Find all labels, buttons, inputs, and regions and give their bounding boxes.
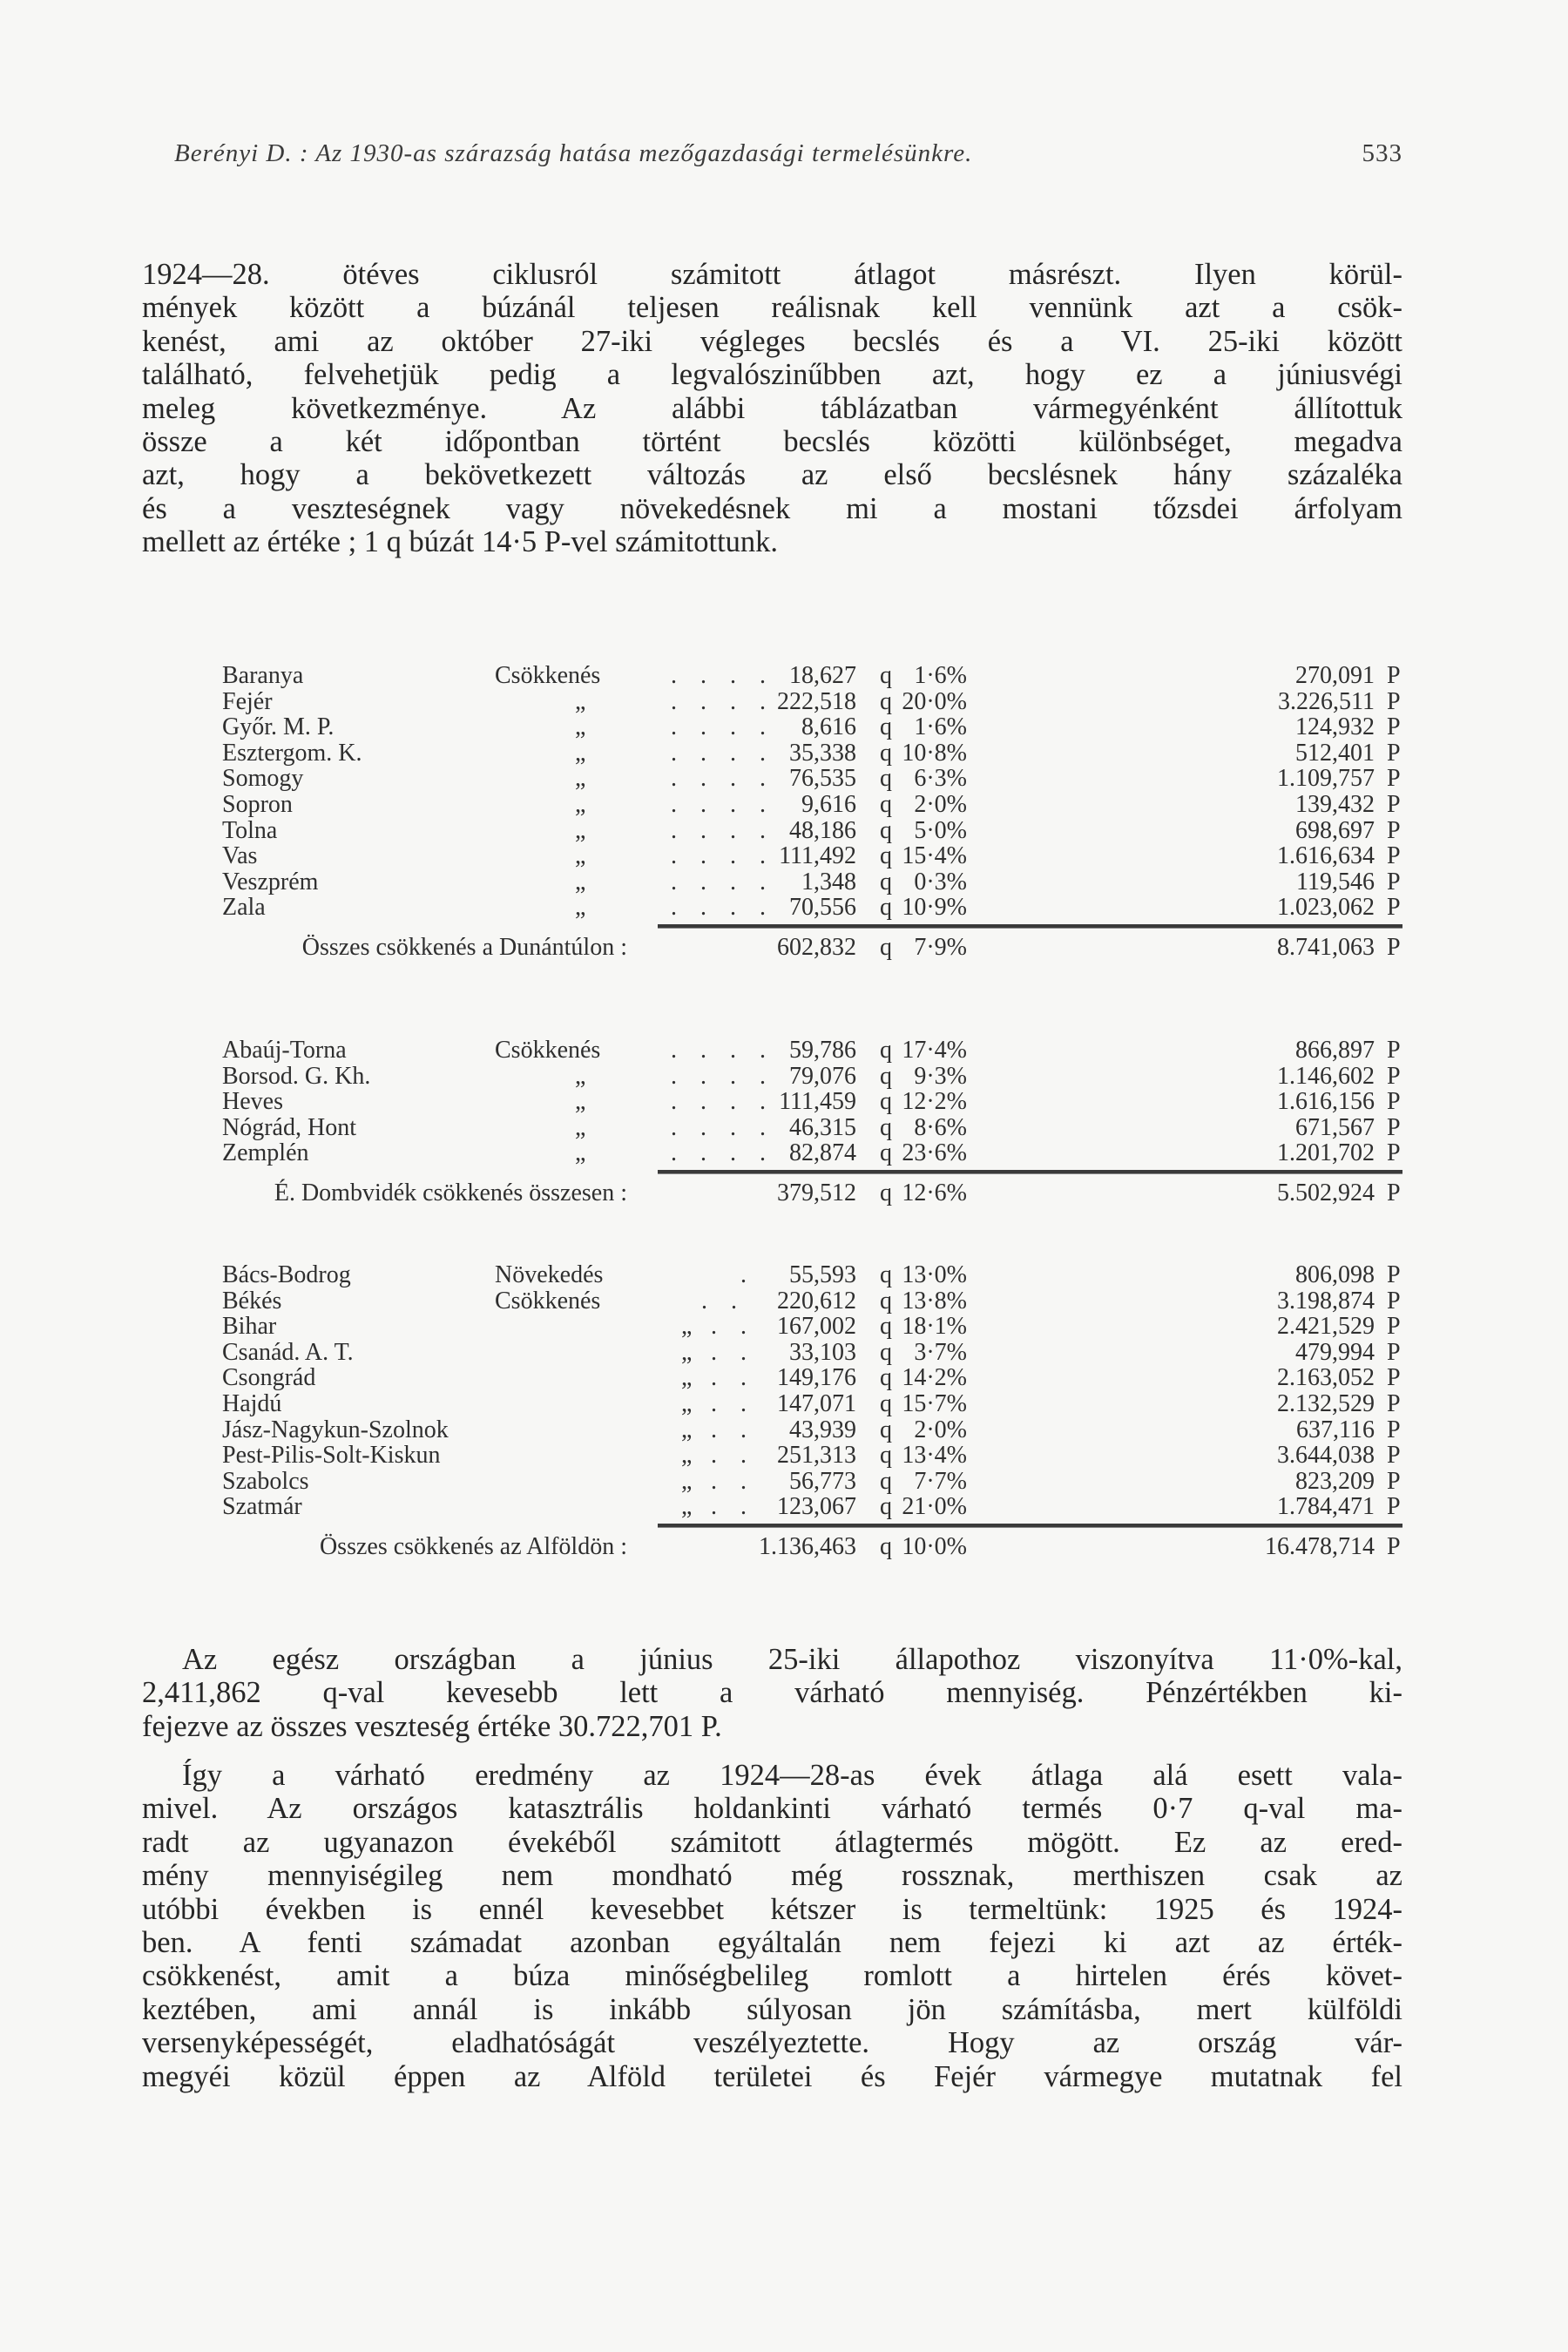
percent: 23·6%	[902, 1139, 967, 1167]
value: 3.198,874	[1277, 1287, 1375, 1315]
unit-q: q	[880, 1467, 892, 1495]
county-name: Bács-Bodrog	[222, 1261, 351, 1288]
text-line: 2,411,862 q-val kevesebb lett a várható mennyiség. Pénzértékben ki-	[142, 1676, 1402, 1710]
total-quantity: 602,832	[777, 934, 856, 961]
change-type: „	[575, 868, 586, 896]
leader-dots: . . . .	[671, 687, 774, 715]
unit-p: P	[1387, 1313, 1401, 1341]
text-line: és a veszteségnek vagy növekedésnek mi a mostani tőzsdei árfolyam	[142, 491, 1402, 525]
change-type: „	[575, 739, 586, 767]
total-rule	[658, 1170, 1402, 1174]
quantity: 55,593	[789, 1261, 856, 1288]
paragraph-intro	[142, 258, 1402, 559]
leader-dots: . .	[711, 1416, 755, 1443]
text-line: csökkenést, amit a búza minőségbelileg romlott a hirtelen érés követ-	[142, 1959, 1402, 1993]
unit-q: q	[880, 1338, 892, 1366]
total-percent: 10·0%	[902, 1533, 967, 1560]
unit-p: P	[1387, 868, 1401, 896]
unit-p: P	[1387, 1088, 1401, 1116]
county-name: Jász-Nagykun-Szolnok	[222, 1416, 449, 1443]
unit-p: P	[1387, 1113, 1401, 1141]
change-type: „	[575, 713, 586, 741]
value: 139,432	[1295, 791, 1375, 818]
change-type: Csökkenés	[495, 1287, 601, 1315]
change-type: Csökkenés	[495, 1037, 601, 1064]
page-number: 533	[1362, 139, 1402, 167]
text-line: mivel. Az országos katasztrális holdankinti várható termés 0·7 q-val ma-	[142, 1792, 1402, 1826]
quantity: 222,518	[777, 687, 856, 715]
value: 1.616,634	[1277, 842, 1375, 870]
change-type: „	[681, 1390, 693, 1417]
value: 2.163,052	[1277, 1364, 1375, 1392]
running-title: Berényi D. : Az 1930-as szárazság hatása mezőgazdasági termelésünkre.	[174, 139, 973, 167]
text-line: mények között a búzánál teljesen reálisnak kell vennünk azt a csök-	[142, 291, 1402, 325]
percent: 9·3%	[914, 1062, 967, 1090]
unit-p: P	[1387, 1442, 1401, 1470]
total-value: 5.502,924	[1277, 1179, 1375, 1206]
total-rule	[658, 924, 1402, 929]
unit-q: q	[880, 1390, 892, 1417]
county-name: Esztergom. K.	[222, 739, 362, 767]
value: 119,546	[1296, 868, 1375, 896]
percent: 13·4%	[902, 1442, 967, 1470]
total-value: 16.478,714	[1265, 1533, 1375, 1560]
text-line: radt az ugyanazon évekéből számitott átlagtermés mögött. Ez az ered-	[142, 1825, 1402, 1859]
county-name: Heves	[222, 1088, 283, 1116]
leader-dots: . . . .	[671, 739, 774, 767]
percent: 21·0%	[902, 1493, 967, 1521]
text-line: Az egész országban a június 25-iki állapothoz viszonyítva 11·0%-kal,	[182, 1643, 1402, 1676]
unit-q: q	[880, 1416, 892, 1443]
unit-p: P	[1387, 816, 1401, 844]
value: 124,932	[1295, 713, 1375, 741]
percent: 14·2%	[902, 1364, 967, 1392]
percent: 1·6%	[914, 713, 967, 741]
change-type: „	[575, 816, 586, 844]
value: 3.226,511	[1278, 687, 1375, 715]
quantity: 9,616	[801, 791, 856, 818]
quantity: 8,616	[801, 713, 856, 741]
unit-p: P	[1387, 1416, 1401, 1443]
county-name: Borsod. G. Kh.	[222, 1062, 371, 1090]
change-type: „	[681, 1467, 693, 1495]
percent: 0·3%	[914, 868, 967, 896]
unit-q: q	[880, 842, 892, 870]
quantity: 167,002	[777, 1313, 856, 1341]
text-line: fejezve az összes veszteség értéke 30.722,701 P.	[142, 1709, 722, 1743]
unit-p: P	[1387, 739, 1401, 767]
quantity: 46,315	[789, 1113, 856, 1141]
value: 698,697	[1295, 816, 1375, 844]
leader-dots: . . . .	[671, 765, 774, 793]
quantity: 48,186	[789, 816, 856, 844]
text-line: Így a várható eredmény az 1924—28-as évek átlaga alá esett vala-	[182, 1759, 1402, 1792]
unit-p: P	[1387, 1062, 1401, 1090]
unit-q: q	[880, 1442, 892, 1470]
quantity: 220,612	[777, 1287, 856, 1315]
quantity: 76,535	[789, 765, 856, 793]
total-label: Összes csökkenés az Alföldön :	[319, 1533, 627, 1560]
county-name: Tolna	[222, 816, 278, 844]
unit-q: q	[880, 1287, 892, 1315]
text-line: megyéi közül éppen az Alföld területei és Fejér vármegye mutatnak fel	[142, 2059, 1402, 2093]
value: 866,897	[1295, 1037, 1375, 1064]
total-quantity: 379,512	[777, 1179, 856, 1206]
unit-q: q	[880, 687, 892, 715]
unit-p: P	[1387, 1037, 1401, 1064]
change-type: Csökkenés	[495, 662, 601, 689]
percent: 2·0%	[914, 1416, 967, 1443]
value: 806,098	[1295, 1261, 1375, 1288]
quantity: 147,071	[777, 1390, 856, 1417]
change-type: „	[681, 1442, 693, 1470]
unit-p: P	[1387, 791, 1401, 818]
change-type: „	[681, 1313, 693, 1341]
unit-p: P	[1387, 1139, 1401, 1167]
county-name: Sopron	[222, 791, 293, 818]
paragraph-conclusion	[142, 1759, 1402, 2093]
leader-dots: . . . .	[671, 868, 774, 896]
text-line: található, felvehetjük pedig a legvalószinűbben azt, hogy ez a júniusvégi	[142, 358, 1402, 392]
county-name: Hajdú	[222, 1390, 282, 1417]
percent: 3·7%	[914, 1338, 967, 1366]
percent: 1·6%	[914, 662, 967, 689]
table-row	[0, 1493, 1568, 1523]
unit-q: q	[880, 739, 892, 767]
table-row	[0, 894, 1568, 923]
county-name: Bihar	[222, 1313, 277, 1341]
value: 1.023,062	[1277, 894, 1375, 922]
text-line: mellett az értéke ; 1 q búzát 14·5 P-vel számitottunk.	[142, 525, 779, 559]
leader-dots: . . . .	[671, 894, 774, 922]
unit-q: q	[880, 1062, 892, 1090]
unit-p: P	[1387, 1287, 1401, 1315]
text-line: 1924—28. ötéves ciklusról számitott átlagot másrészt. Ilyen körül-	[142, 258, 1402, 291]
county-name: Veszprém	[222, 868, 319, 896]
unit-p: P	[1387, 662, 1401, 689]
unit-q: q	[880, 894, 892, 922]
quantity: 43,939	[789, 1416, 856, 1443]
percent: 2·0%	[914, 791, 967, 818]
change-type: „	[681, 1493, 693, 1521]
change-type: Növekedés	[495, 1261, 604, 1288]
unit-p: P	[1387, 1261, 1401, 1288]
quantity: 82,874	[789, 1139, 856, 1167]
quantity: 111,459	[779, 1088, 856, 1116]
unit-q: q	[880, 765, 892, 793]
leader-dots: . .	[711, 1442, 755, 1470]
unit-p: P	[1387, 1533, 1401, 1560]
total-row	[0, 1179, 1568, 1209]
unit-q: q	[880, 1313, 892, 1341]
leader-dots: . . . .	[671, 1113, 774, 1141]
total-label: Összes csökkenés a Dunántúlon :	[301, 934, 627, 961]
county-name: Nógrád, Hont	[222, 1113, 356, 1141]
change-type: „	[575, 842, 586, 870]
quantity: 79,076	[789, 1062, 856, 1090]
percent: 13·8%	[902, 1287, 967, 1315]
quantity: 33,103	[789, 1338, 856, 1366]
quantity: 18,627	[789, 662, 856, 689]
unit-p: P	[1387, 1179, 1401, 1206]
text-line: ben. A fenti számadat azonban egyáltalán nem fejezi ki azt az érték-	[142, 1925, 1402, 1959]
quantity: 111,492	[779, 842, 856, 870]
quantity: 59,786	[789, 1037, 856, 1064]
percent: 6·3%	[914, 765, 967, 793]
county-name: Pest-Pilis-Solt-Kiskun	[222, 1442, 441, 1470]
leader-dots: . .	[711, 1467, 755, 1495]
leader-dots: . . . .	[671, 662, 774, 689]
leader-dots: . .	[711, 1338, 755, 1366]
unit-p: P	[1387, 713, 1401, 741]
change-type: „	[575, 687, 586, 715]
leader-dots: .	[740, 1261, 755, 1288]
total-label: É. Dombvidék csökkenés összesen :	[274, 1179, 627, 1206]
percent: 7·7%	[914, 1467, 967, 1495]
leader-dots: . . . .	[671, 816, 774, 844]
county-name: Győr. M. P.	[222, 713, 335, 741]
unit-q: q	[880, 1179, 892, 1206]
text-line: meleg következménye. Az alábbi táblázatban vármegyénként állítottuk	[142, 391, 1402, 425]
quantity: 56,773	[789, 1467, 856, 1495]
text-line: kenést, ami az október 27-iki végleges becslés és a VI. 25-iki között	[142, 324, 1402, 358]
county-name: Abaúj-Torna	[222, 1037, 347, 1064]
change-type: „	[575, 765, 586, 793]
unit-q: q	[880, 816, 892, 844]
total-row	[0, 934, 1568, 963]
unit-q: q	[880, 1113, 892, 1141]
county-name: Zemplén	[222, 1139, 309, 1167]
text-line: utóbbi években is ennél kevesebbet kétszer is termeltünk: 1925 és 1924-	[142, 1892, 1402, 1926]
leader-dots: . .	[711, 1493, 755, 1521]
change-type: „	[575, 1088, 586, 1116]
value: 1.784,471	[1277, 1493, 1375, 1521]
unit-q: q	[880, 791, 892, 818]
unit-q: q	[880, 1139, 892, 1167]
county-name: Csanád. A. T.	[222, 1338, 354, 1366]
unit-p: P	[1387, 1364, 1401, 1392]
value: 1.109,757	[1277, 765, 1375, 793]
county-name: Somogy	[222, 765, 304, 793]
leader-dots: . .	[711, 1364, 755, 1392]
county-name: Vas	[222, 842, 258, 870]
unit-p: P	[1387, 934, 1401, 961]
percent: 17·4%	[902, 1037, 967, 1064]
value: 1.146,602	[1277, 1062, 1375, 1090]
unit-q: q	[880, 1364, 892, 1392]
unit-q: q	[880, 1261, 892, 1288]
change-type: „	[575, 1062, 586, 1090]
change-type: „	[681, 1338, 693, 1366]
county-name: Fejér	[222, 687, 273, 715]
percent: 18·1%	[902, 1313, 967, 1341]
paragraph-national-total	[142, 1643, 1402, 1743]
leader-dots: . . . .	[671, 1062, 774, 1090]
value: 479,994	[1295, 1338, 1375, 1366]
unit-q: q	[880, 868, 892, 896]
leader-dots: . . . .	[671, 791, 774, 818]
unit-p: P	[1387, 1390, 1401, 1417]
change-type: „	[575, 894, 586, 922]
county-name: Baranya	[222, 662, 304, 689]
leader-dots: . . . .	[671, 1088, 774, 1116]
text-line: keztében, ami annál is inkább súlyosan jön számításba, mert külföldi	[142, 1992, 1402, 2026]
county-name: Békés	[222, 1287, 282, 1315]
change-type: „	[681, 1416, 693, 1443]
percent: 13·0%	[902, 1261, 967, 1288]
percent: 10·8%	[902, 739, 967, 767]
percent: 15·7%	[902, 1390, 967, 1417]
total-percent: 7·9%	[914, 934, 967, 961]
quantity: 70,556	[789, 894, 856, 922]
percent: 20·0%	[902, 687, 967, 715]
value: 270,091	[1295, 662, 1375, 689]
unit-q: q	[880, 1088, 892, 1116]
value: 1.201,702	[1277, 1139, 1375, 1167]
text-line: azt, hogy a bekövetkezett változás az első becslésnek hány százaléka	[142, 458, 1402, 492]
running-header	[174, 139, 1402, 178]
quantity: 123,067	[777, 1493, 856, 1521]
unit-q: q	[880, 1037, 892, 1064]
value: 1.616,156	[1277, 1088, 1375, 1116]
leader-dots: . . . .	[671, 842, 774, 870]
unit-q: q	[880, 1533, 892, 1560]
unit-p: P	[1387, 1467, 1401, 1495]
value: 2.421,529	[1277, 1313, 1375, 1341]
county-name: Szabolcs	[222, 1467, 309, 1495]
unit-p: P	[1387, 894, 1401, 922]
total-rule	[658, 1524, 1402, 1528]
value: 671,567	[1295, 1113, 1375, 1141]
county-name: Szatmár	[222, 1493, 302, 1521]
leader-dots: . .	[711, 1390, 755, 1417]
total-value: 8.741,063	[1277, 934, 1375, 961]
percent: 5·0%	[914, 816, 967, 844]
unit-p: P	[1387, 1493, 1401, 1521]
value: 3.644,038	[1277, 1442, 1375, 1470]
value: 512,401	[1295, 739, 1375, 767]
change-type: „	[575, 1113, 586, 1141]
leader-dots: . .	[711, 1313, 755, 1341]
unit-q: q	[880, 713, 892, 741]
unit-q: q	[880, 934, 892, 961]
text-line: versenyképességét, eladhatóságát veszélyeztette. Hogy az ország vár-	[142, 2026, 1402, 2060]
unit-p: P	[1387, 842, 1401, 870]
unit-p: P	[1387, 765, 1401, 793]
total-row	[0, 1533, 1568, 1563]
unit-q: q	[880, 1493, 892, 1521]
leader-dots: . . . .	[671, 1037, 774, 1064]
change-type: „	[575, 791, 586, 818]
percent: 8·6%	[914, 1113, 967, 1141]
leader-dots: . . . .	[671, 713, 774, 741]
quantity: 149,176	[777, 1364, 856, 1392]
value: 823,209	[1295, 1467, 1375, 1495]
text-line: mény mennyiségileg nem mondható még rossznak, merthiszen csak az	[142, 1859, 1402, 1893]
total-percent: 12·6%	[902, 1179, 967, 1206]
county-name: Zala	[222, 894, 266, 922]
table-row	[0, 1139, 1568, 1169]
quantity: 35,338	[789, 739, 856, 767]
text-line: össze a két időpontban történt becslés közötti különbséget, megadva	[142, 424, 1402, 458]
unit-p: P	[1387, 687, 1401, 715]
unit-q: q	[880, 662, 892, 689]
percent: 12·2%	[902, 1088, 967, 1116]
leader-dots: . .	[701, 1287, 746, 1315]
percent: 10·9%	[902, 894, 967, 922]
quantity: 251,313	[777, 1442, 856, 1470]
change-type: „	[575, 1139, 586, 1167]
unit-p: P	[1387, 1338, 1401, 1366]
leader-dots: . . . .	[671, 1139, 774, 1167]
county-name: Csongrád	[222, 1364, 316, 1392]
value: 637,116	[1296, 1416, 1375, 1443]
quantity: 1,348	[801, 868, 856, 896]
total-quantity: 1.136,463	[759, 1533, 856, 1560]
percent: 15·4%	[902, 842, 967, 870]
change-type: „	[681, 1364, 693, 1392]
value: 2.132,529	[1277, 1390, 1375, 1417]
